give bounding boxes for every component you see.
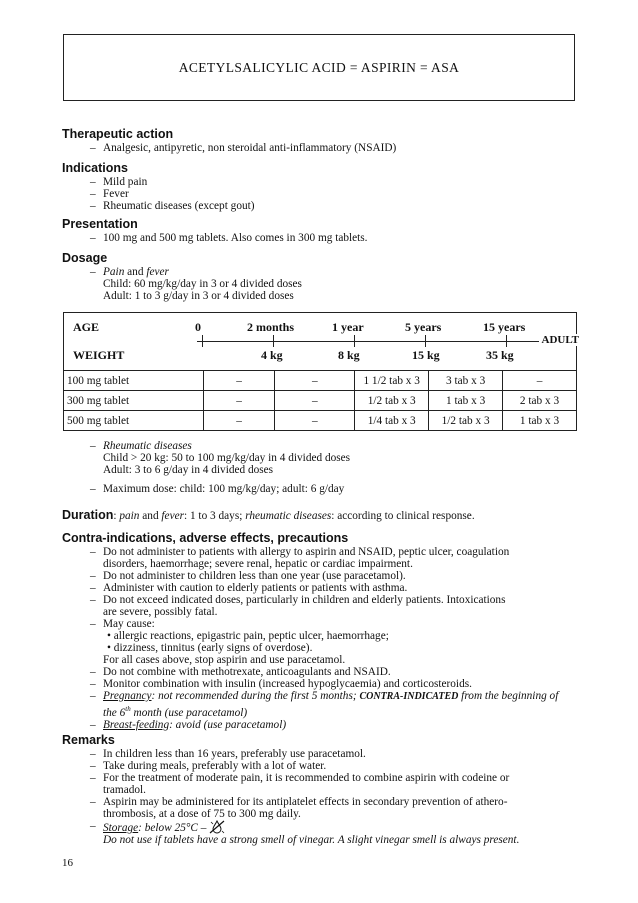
- dosage-grid: [63, 370, 577, 431]
- heading-therapeutic-action: Therapeutic action: [62, 127, 174, 141]
- page-number: 16: [62, 857, 73, 869]
- table-cell: –: [275, 371, 355, 391]
- list-item: – Do not administer to children less than one year (use paracetamol).: [90, 570, 406, 582]
- tick: [354, 335, 355, 347]
- list-item: – Fever: [90, 188, 129, 200]
- table-cell: 300 mg tablet: [64, 391, 204, 411]
- table-cell: 100 mg tablet: [64, 371, 204, 391]
- list-item-continued: tramadol.: [103, 784, 146, 796]
- heading-presentation: Presentation: [62, 217, 138, 231]
- table-cell: –: [275, 411, 355, 431]
- rheum-child: Child > 20 kg: 50 to 100 mg/kg/day in 4 divided doses: [103, 452, 351, 464]
- tick: [425, 335, 426, 347]
- list-item-continued: For all cases above, stop aspirin and use paracetamol.: [103, 654, 346, 666]
- age-tick-label: 5 years: [405, 320, 442, 334]
- page-title: ACETYLSALICYLIC ACID = ASPIRIN = ASA: [178, 59, 460, 75]
- list-item-continued: are severe, possibly fatal.: [103, 606, 218, 618]
- table-cell: 1 1/2 tab x 3: [355, 371, 429, 391]
- list-item: – Rheumatic diseases: [90, 440, 192, 452]
- list-item: – Aspirin may be administered for its antiplatelet effects in secondary prevention of athero-: [90, 796, 508, 808]
- age-tick-label: 1 year: [332, 320, 364, 334]
- table-cell: 1/2 tab x 3: [429, 411, 503, 431]
- heading-dosage: Dosage: [62, 251, 108, 265]
- table-cell: 1 tab x 3: [503, 411, 577, 431]
- dosage-table: [63, 312, 577, 431]
- list-item: – Maximum dose: child: 100 mg/kg/day; adult: 6 g/day: [90, 483, 345, 495]
- title-box: [63, 34, 575, 101]
- list-item: – Analgesic, antipyretic, non steroidal anti-inflammatory (NSAID): [90, 142, 397, 154]
- list-item: – Do not administer to patients with allergy to aspirin and NSAID, peptic ulcer, coagulation: [90, 546, 510, 558]
- section-indications: [62, 161, 255, 212]
- list-item: – Do not combine with methotrexate, anticoagulants and NSAID.: [90, 666, 391, 678]
- list-item: – In children less than 16 years, preferably use paracetamol.: [90, 748, 366, 760]
- section-remarks: [62, 733, 519, 846]
- adult-label: ADULT: [539, 334, 583, 346]
- section-duration: Duration: pain and fever: 1 to 3 days; rheumatic diseases: according to clinical response.: [62, 508, 475, 522]
- table-row: [64, 411, 577, 431]
- list-item: – Mild pain: [90, 176, 148, 188]
- heading-duration: Duration: [62, 508, 114, 522]
- section-presentation: [62, 217, 368, 244]
- section-rheumatic-dosage: [62, 440, 350, 495]
- dosage-adult: Adult: 1 to 3 g/day in 3 or 4 divided doses: [103, 290, 294, 302]
- table-row: [64, 391, 577, 411]
- list-item-pregnancy: – Pregnancy: not recommended during the first 5 months; CONTRA-INDICATED from the beginning of: [90, 690, 559, 702]
- list-item: – Rheumatic diseases (except gout): [90, 200, 255, 212]
- list-item: – Take during meals, preferably with a lot of water.: [90, 760, 327, 772]
- table-cell: –: [503, 371, 577, 391]
- heading-indications: Indications: [62, 161, 128, 175]
- tick: [506, 335, 507, 347]
- list-item-continued: disorders, haemorrhage; severe renal, hepatic or cardiac impairment.: [103, 558, 413, 570]
- dosage-child: Child: 60 mg/kg/day in 3 or 4 divided doses: [103, 278, 302, 290]
- weight-tick-label: 35 kg: [486, 348, 514, 362]
- scale-line: [197, 341, 573, 342]
- table-cell: 1/4 tab x 3: [355, 411, 429, 431]
- table-cell: –: [203, 371, 275, 391]
- list-item-continued: Do not use if tablets have a strong smell of vinegar. A slight vinegar smell is always present.: [103, 834, 520, 846]
- list-item-continued: thrombosis, at a dose of 75 to 300 mg daily.: [103, 808, 301, 820]
- list-item: – May cause:: [90, 618, 155, 630]
- rheum-adult: Adult: 3 to 6 g/day in 4 divided doses: [103, 464, 274, 476]
- list-item: – Pain and fever: [90, 266, 169, 278]
- age-tick-label: 0: [195, 320, 201, 334]
- table-cell: –: [203, 411, 275, 431]
- table-cell: 3 tab x 3: [429, 371, 503, 391]
- table-cell: 1/2 tab x 3: [355, 391, 429, 411]
- table-header-scale: [63, 312, 577, 370]
- humidity-icon: [209, 820, 225, 834]
- list-item: – 100 mg and 500 mg tablets. Also comes in 300 mg tablets.: [90, 232, 368, 244]
- weight-tick-label: 8 kg: [338, 348, 360, 362]
- bullet-item: • dizziness, tinnitus (early signs of overdose).: [107, 642, 313, 654]
- list-item: – For the treatment of moderate pain, it is recommended to combine aspirin with codeine or: [90, 772, 510, 784]
- weight-tick-label: 4 kg: [261, 348, 283, 362]
- tick: [202, 335, 203, 347]
- table-cell: 1 tab x 3: [429, 391, 503, 411]
- section-contra-indications: [62, 531, 558, 731]
- table-cell: 500 mg tablet: [64, 411, 204, 431]
- age-tick-label: 15 years: [483, 320, 526, 334]
- table-row: [64, 371, 577, 391]
- weight-label: WEIGHT: [73, 348, 125, 362]
- list-item: – Do not exceed indicated doses, particularly in children and elderly patients. Intoxications: [90, 594, 506, 606]
- heading-remarks: Remarks: [62, 733, 115, 747]
- heading-contra-indications: Contra-indications, adverse effects, precautions: [62, 531, 349, 545]
- list-item: – Monitor combination with insulin (increased hypoglycaemia) and corticosteroids.: [90, 678, 472, 690]
- weight-tick-label: 15 kg: [412, 348, 440, 362]
- table-cell: 2 tab x 3: [503, 391, 577, 411]
- list-item-storage: – Storage: below 25°C –: [90, 820, 519, 834]
- bullet-item: • allergic reactions, epigastric pain, peptic ulcer, haemorrhage;: [107, 630, 389, 642]
- tick: [273, 335, 274, 347]
- section-dosage: [62, 251, 302, 302]
- list-item-continued: the 6th month (use paracetamol): [103, 705, 248, 719]
- table-cell: –: [203, 391, 275, 411]
- age-tick-label: 2 months: [247, 320, 295, 334]
- table-cell: –: [275, 391, 355, 411]
- section-therapeutic-action: [62, 127, 396, 154]
- list-item-breast-feeding: – Breast-feeding: avoid (use paracetamol): [90, 718, 287, 731]
- list-item: – Administer with caution to elderly patients or patients with asthma.: [90, 582, 408, 594]
- age-label: AGE: [73, 320, 100, 334]
